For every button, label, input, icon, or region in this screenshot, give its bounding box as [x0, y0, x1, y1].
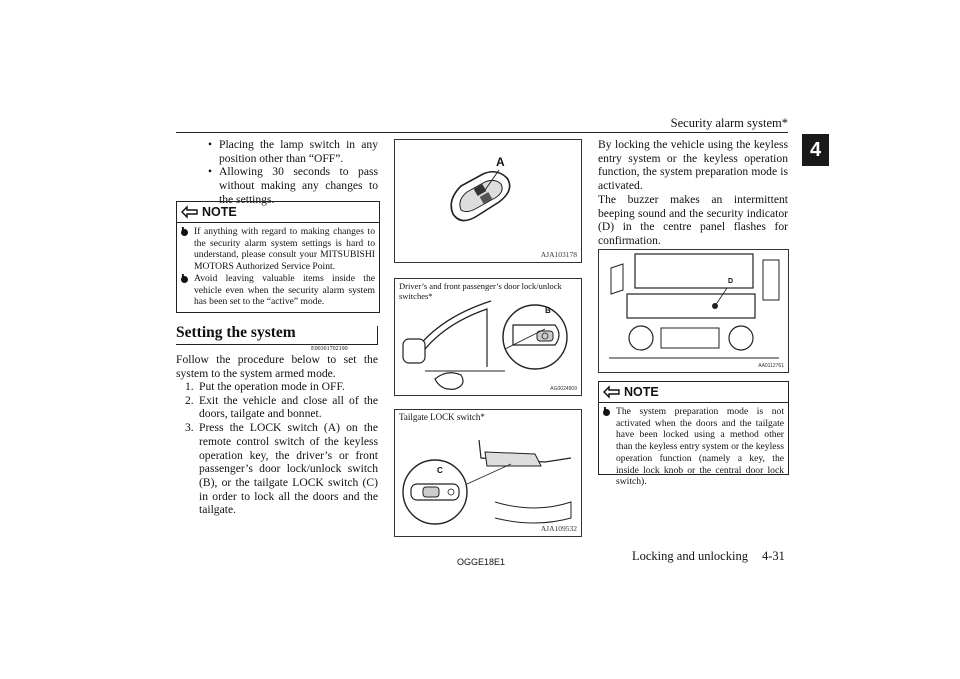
- hand-pointer-icon: [603, 385, 621, 399]
- note-box: [598, 381, 789, 488]
- note-header: [599, 382, 788, 403]
- right-paragraph: The buzzer makes an intermittent beeping sound and the security indicator (D) in the centre panel flashes for confirmation.: [598, 193, 788, 248]
- bullet-dot-icon: [181, 229, 188, 236]
- keyless-key-illustration: [395, 140, 581, 262]
- procedure-steps: [176, 380, 378, 517]
- chapter-tab: 4: [802, 134, 829, 166]
- figure-code: AJA103178: [540, 250, 577, 259]
- document-code: OGGE18E1: [457, 557, 506, 567]
- procedure-step: [176, 380, 378, 394]
- figure-code: AG0024909: [550, 386, 577, 392]
- section-title: Setting the system: [176, 324, 296, 341]
- figure-centre-panel: [598, 249, 789, 373]
- procedure-step: [176, 394, 378, 421]
- running-header-title: Security alarm system*: [670, 116, 788, 130]
- note-box: [176, 201, 380, 313]
- header-rule: [176, 132, 788, 133]
- step-text: Put the operation mode in OFF.: [199, 380, 345, 393]
- figure-door-switch: [394, 278, 582, 396]
- figure-label-a: A: [496, 155, 505, 169]
- section-title-rule: [176, 344, 378, 345]
- note-item-text: The system preparation mode is not activated when the doors and the tailgate have been locked using a method other than the keyless entry system or the keyless operation function (namely a key, the inside lock knob or the central door lock switch).: [616, 406, 784, 488]
- note-header: [177, 202, 379, 223]
- section-title-rule-vertical: [377, 326, 378, 344]
- note-item-text: Avoid leaving valuable items inside the vehicle even when the security alarm system has been set to the “active” mode.: [194, 272, 375, 308]
- step-number: 1.: [185, 380, 194, 393]
- figure-tailgate-switch: [394, 409, 582, 537]
- note-item-text: If anything with regard to making changes to the security alarm system settings is hard to understand, please consult your MITSUBISHI MOTORS Authorized Service Point.: [194, 226, 375, 273]
- bullet-dot-icon: [603, 409, 610, 416]
- step-text: Press the LOCK switch (A) on the remote control switch of the keyless operation key, the driver’s or front passenger’s door lock/unlock switch (B), or the tailgate LOCK switch (C) in order to lock all the doors and the tailgate.: [199, 421, 378, 517]
- figure-caption: Driver’s and front passenger’s door lock/unlock switches*: [399, 281, 562, 301]
- figure-code: AA0112761: [758, 363, 784, 369]
- figure-keyless-key: [394, 139, 582, 263]
- note-body: [177, 223, 379, 312]
- figure-caption: Tailgate LOCK switch*: [399, 412, 485, 422]
- step-number: 3.: [185, 421, 194, 435]
- bullet-dot-icon: [181, 276, 188, 283]
- note-item: [181, 273, 375, 308]
- intro-paragraph: Follow the procedure below to set the system to the system armed mode.: [176, 353, 378, 380]
- procedure-step: [176, 421, 378, 517]
- figure-label-b: B: [545, 306, 551, 315]
- centre-panel-illustration: [599, 250, 788, 372]
- note-label: NOTE: [202, 205, 237, 219]
- step-number: 2.: [185, 393, 194, 407]
- figure-label-d: D: [728, 278, 734, 285]
- section-code: E00301702190: [311, 346, 348, 352]
- note-item: [181, 226, 375, 273]
- step-text: Exit the vehicle and close all of the doors, tailgate and bonnet.: [199, 393, 378, 421]
- note-label: NOTE: [624, 385, 659, 399]
- note-item: [603, 406, 784, 488]
- footer-section: Locking and unlocking: [632, 549, 748, 563]
- note-body: [599, 403, 788, 492]
- figure-code: AJA109532: [540, 524, 577, 533]
- bullet-list: [208, 138, 378, 207]
- tailgate-switch-illustration: [395, 410, 581, 536]
- footer-page-number: 4-31: [762, 549, 785, 563]
- hand-pointer-icon: [181, 205, 199, 219]
- bullet-item: • Allowing 30 seconds to pass without making any changes to the settings.: [208, 165, 378, 206]
- bullet-item: • Placing the lamp switch in any position other than “OFF”.: [208, 138, 378, 165]
- right-paragraph: By locking the vehicle using the keyless entry system or the keyless operation function, the system preparation mode is activated.: [598, 138, 788, 193]
- figure-label-c: C: [437, 466, 443, 475]
